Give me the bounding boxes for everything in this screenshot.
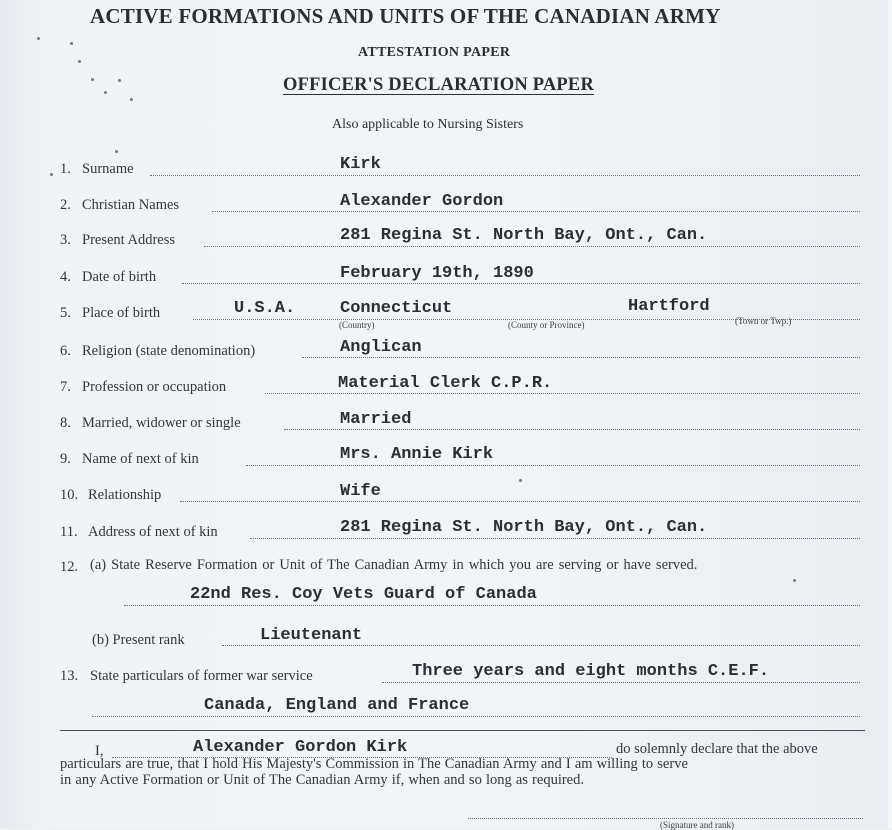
field-label-surname: Surname (82, 161, 134, 177)
dust-speck (37, 37, 40, 40)
present-address-value: 281 Regina St. North Bay, Ont., Can. (340, 226, 708, 245)
form-title: OFFICER'S DECLARATION PAPER (283, 75, 595, 95)
fill-line (302, 357, 860, 358)
field-label-date-of-birth: Date of birth (82, 269, 157, 285)
fill-line (382, 682, 860, 683)
dust-speck (118, 79, 121, 82)
fill-line (222, 645, 860, 646)
field-number: 12. (60, 559, 79, 575)
fill-line (150, 175, 860, 176)
birth-country-prefix: U.S.A. (234, 299, 296, 318)
declarant-name-value: Alexander Gordon Kirk (193, 738, 408, 757)
declaration-prefix: I, (95, 743, 104, 759)
christian-names-value: Alexander Gordon (340, 192, 504, 211)
declaration-text-3: in any Active Formation or Unit of The Canadian Army if, when and so long as required. (60, 772, 584, 788)
field-label-present-address: Present Address (82, 232, 176, 248)
paper-edge (888, 0, 892, 828)
fill-line (180, 501, 860, 502)
province-caption: (County or Province) (508, 320, 585, 330)
fill-line (246, 465, 860, 466)
field-number: 1. (60, 161, 71, 177)
profession-value: Material Clerk C.P.R. (338, 374, 553, 393)
reserve-unit-value: 22nd Res. Coy Vets Guard of Canada (190, 585, 537, 604)
signature-caption: (Signature and rank) (660, 820, 734, 830)
dust-speck (91, 78, 94, 81)
field-label-present-rank: (b) Present rank (92, 632, 185, 648)
date-of-birth-value: February 19th, 1890 (340, 264, 534, 283)
field-number: 4. (60, 269, 71, 285)
field-label-relationship: Relationship (88, 487, 162, 503)
fill-line (92, 716, 860, 717)
fill-line (182, 283, 860, 284)
fill-line (284, 429, 860, 430)
dust-speck (104, 91, 107, 94)
present-rank-value: Lieutenant (260, 626, 363, 645)
birth-county-value: Connecticut (340, 299, 453, 318)
declaration-text-2: particulars are true, that I hold His Majesty's Commission in The Canadian Army and I am willing to serve (60, 756, 688, 772)
field-label-reserve-unit: (a) State Reserve Formation or Unit of The Canadian Army in which you are serving or have served. (90, 557, 698, 573)
war-service-value-line2: Canada, England and France (204, 696, 470, 715)
fill-line (204, 246, 860, 247)
form-header-title: ACTIVE FORMATIONS AND UNITS OF THE CANADIAN ARMY (90, 4, 721, 28)
field-number: 6. (60, 343, 71, 359)
field-number: 10. (60, 487, 79, 503)
field-number: 13. (60, 668, 79, 684)
fill-line (250, 538, 860, 539)
dust-speck (78, 60, 81, 63)
field-number: 7. (60, 379, 71, 395)
next-of-kin-address-value: 281 Regina St. North Bay, Ont., Can. (340, 518, 708, 537)
surname-value: Kirk (340, 155, 381, 174)
town-caption: (Town or Twp.) (735, 316, 792, 326)
marital-status-value: Married (340, 410, 412, 429)
fill-line (124, 605, 860, 606)
dust-speck (130, 98, 133, 101)
dust-speck (519, 479, 522, 482)
field-number: 2. (60, 197, 71, 213)
field-label-place-of-birth: Place of birth (82, 305, 161, 321)
field-label-profession: Profession or occupation (82, 379, 227, 395)
religion-value: Anglican (340, 338, 422, 357)
birth-town-value: Hartford (628, 297, 710, 316)
country-caption: (Country) (339, 320, 375, 330)
field-label-marital-status: Married, widower or single (82, 415, 241, 431)
section-divider (60, 730, 865, 731)
form-note: Also applicable to Nursing Sisters (332, 117, 524, 132)
war-service-value-line1: Three years and eight months C.E.F. (412, 662, 770, 681)
form-subtitle: ATTESTATION PAPER (358, 45, 511, 60)
field-number: 9. (60, 451, 71, 467)
fill-line (212, 211, 860, 212)
field-label-war-service: State particulars of former war service (90, 668, 313, 684)
next-of-kin-value: Mrs. Annie Kirk (340, 445, 494, 464)
field-number: 5. (60, 305, 71, 321)
field-label-next-of-kin-address: Address of next of kin (88, 524, 218, 540)
dust-speck (50, 173, 53, 176)
field-label-next-of-kin: Name of next of kin (82, 451, 199, 467)
signature-line (468, 818, 863, 819)
dust-speck (115, 150, 118, 153)
declaration-text-1: do solemnly declare that the above (616, 741, 818, 757)
fill-line (265, 393, 860, 394)
field-number: 8. (60, 415, 71, 431)
field-label-christian-names: Christian Names (82, 197, 180, 213)
field-number: 11. (60, 524, 78, 540)
relationship-value: Wife (340, 482, 381, 501)
dust-speck (793, 579, 796, 582)
field-number: 3. (60, 232, 71, 248)
dust-speck (70, 42, 73, 45)
field-label-religion: Religion (state denomination) (82, 343, 256, 359)
